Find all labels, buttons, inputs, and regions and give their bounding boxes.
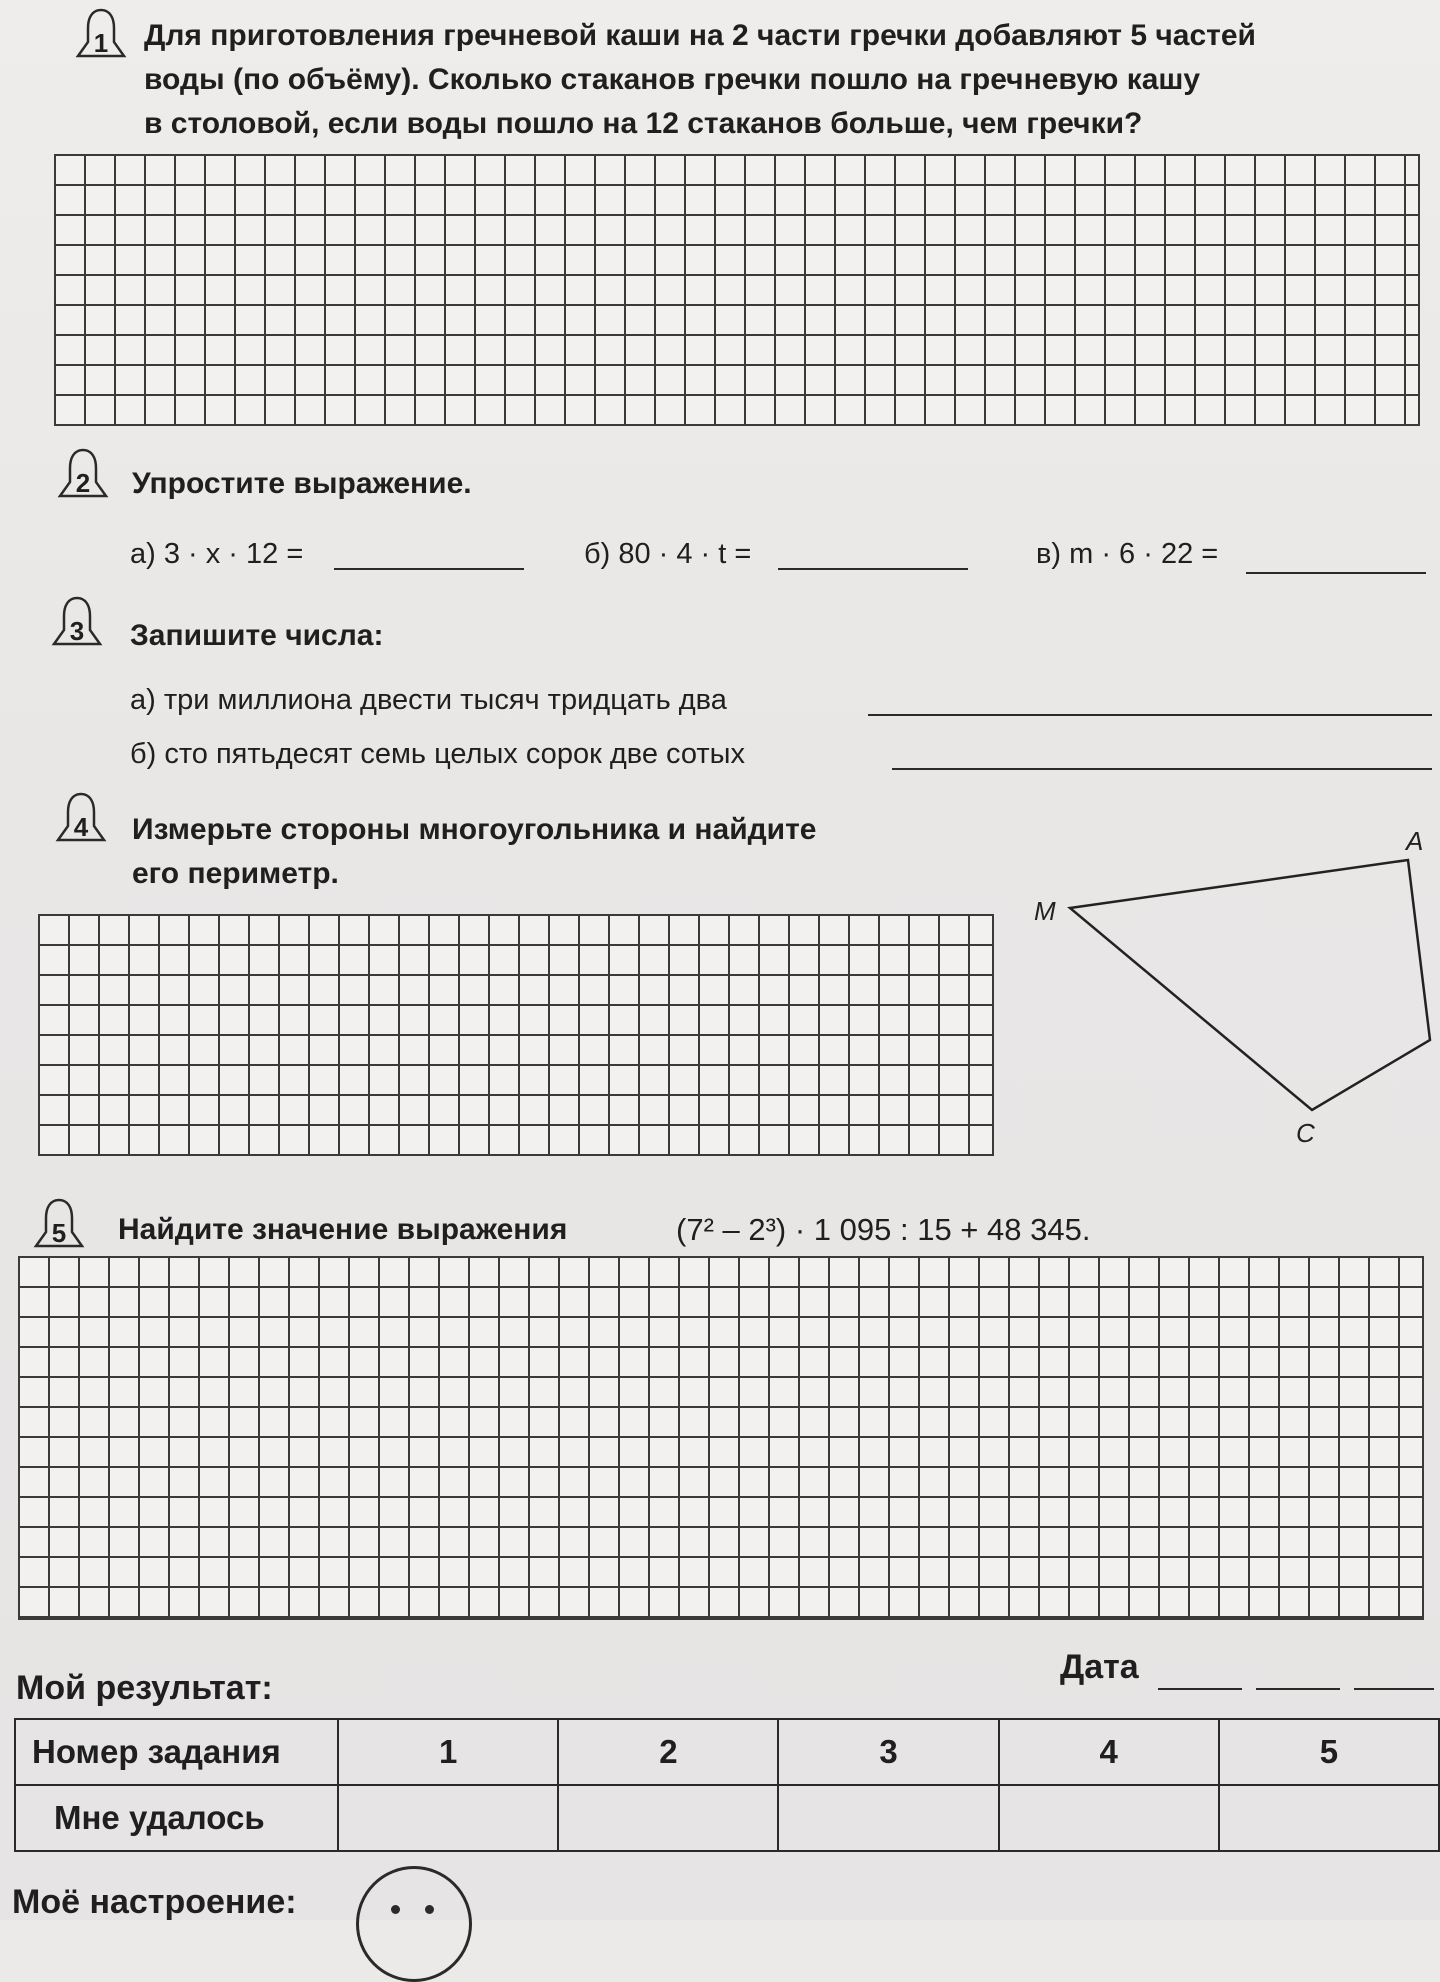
answer-line-3b[interactable]: [892, 768, 1432, 770]
answer-grid-1[interactable]: [54, 154, 1420, 426]
table-row: [15, 1785, 1439, 1851]
vertex-label-c: C: [1296, 1118, 1315, 1148]
results-table: [14, 1718, 1440, 1852]
bell-icon: [50, 790, 112, 852]
answer-grid-5[interactable]: [18, 1256, 1424, 1620]
task-1-line: Для приготовления гречневой каши на 2 части гречки добавляют 5 частей: [144, 19, 1256, 52]
task-number: 4: [73, 812, 89, 842]
answer-grid-4[interactable]: [38, 914, 994, 1156]
bell-icon: [52, 446, 114, 508]
polygon-amc: [1070, 860, 1430, 1110]
task-4-title: [132, 808, 1012, 896]
task-number-cell: 4: [999, 1719, 1219, 1785]
row-header-task-number: Номер задания: [15, 1719, 338, 1785]
task-1-line: воды (по объёму). Сколько стаканов гречки пошло на гречневую кашу: [144, 63, 1201, 96]
result-cell[interactable]: [338, 1785, 558, 1851]
task-number: 3: [69, 616, 85, 646]
task-3-title: Запишите числа:: [130, 619, 384, 652]
row-header-succeeded: Мне удалось: [15, 1785, 338, 1851]
task-number-cell: 1: [338, 1719, 558, 1785]
eye-right: [425, 1905, 434, 1914]
task-number-cell: 3: [778, 1719, 998, 1785]
result-cell[interactable]: [999, 1785, 1219, 1851]
task-2-item-b: б) 80 · 4 · t =: [584, 538, 752, 570]
date-label: Дата: [1060, 1648, 1139, 1686]
bell-icon: [46, 594, 108, 656]
vertex-label-a: A: [1406, 826, 1424, 856]
task-3-item-a: а) три миллиона двести тысяч тридцать два: [130, 684, 727, 716]
vertex-label-m: M: [1034, 896, 1056, 926]
date-field-year[interactable]: [1354, 1688, 1434, 1690]
task-2-title: Упростите выражение.: [132, 467, 472, 500]
bell-icon: [28, 1196, 90, 1258]
task-4-line: Измерьте стороны многоугольника и найдите: [132, 813, 817, 846]
mood-label: Моё настроение:: [12, 1883, 297, 1921]
task-number: 5: [51, 1218, 67, 1248]
task-2-item-a: а) 3 · x · 12 =: [130, 538, 304, 570]
task-number-cell: 5: [1219, 1719, 1439, 1785]
task-5-expression: (7² – 2³) · 1 095 : 15 + 48 345.: [676, 1212, 1091, 1247]
answer-line-2a[interactable]: [334, 568, 524, 570]
task-number: 2: [75, 468, 91, 498]
table-row: [15, 1719, 1439, 1785]
task-1-line: в столовой, если воды пошло на 12 стаканов больше, чем гречки?: [144, 107, 1143, 140]
answer-line-2c[interactable]: [1246, 572, 1426, 574]
bell-icon: [70, 6, 132, 68]
answer-line-3a[interactable]: [868, 714, 1432, 716]
task-3-item-b: б) сто пятьдесят семь целых сорок две сотых: [130, 738, 745, 770]
result-cell[interactable]: [778, 1785, 998, 1851]
result-cell[interactable]: [558, 1785, 778, 1851]
polygon-figure: [1010, 820, 1440, 1150]
task-2-item-c: в) m · 6 · 22 =: [1036, 538, 1219, 570]
date-field-day[interactable]: [1158, 1688, 1242, 1690]
task-5-title: Найдите значение выражения: [118, 1213, 568, 1246]
task-4-line: его периметр.: [132, 857, 339, 890]
eye-left: [391, 1905, 400, 1914]
task-number-cell: 2: [558, 1719, 778, 1785]
date-field-month[interactable]: [1256, 1688, 1340, 1690]
task-1-text: [144, 14, 1424, 146]
smiley-icon[interactable]: [356, 1866, 472, 1982]
my-result-label: Мой результат:: [16, 1669, 273, 1707]
task-number: 1: [93, 28, 109, 58]
answer-line-2b[interactable]: [778, 568, 968, 570]
result-cell[interactable]: [1219, 1785, 1439, 1851]
